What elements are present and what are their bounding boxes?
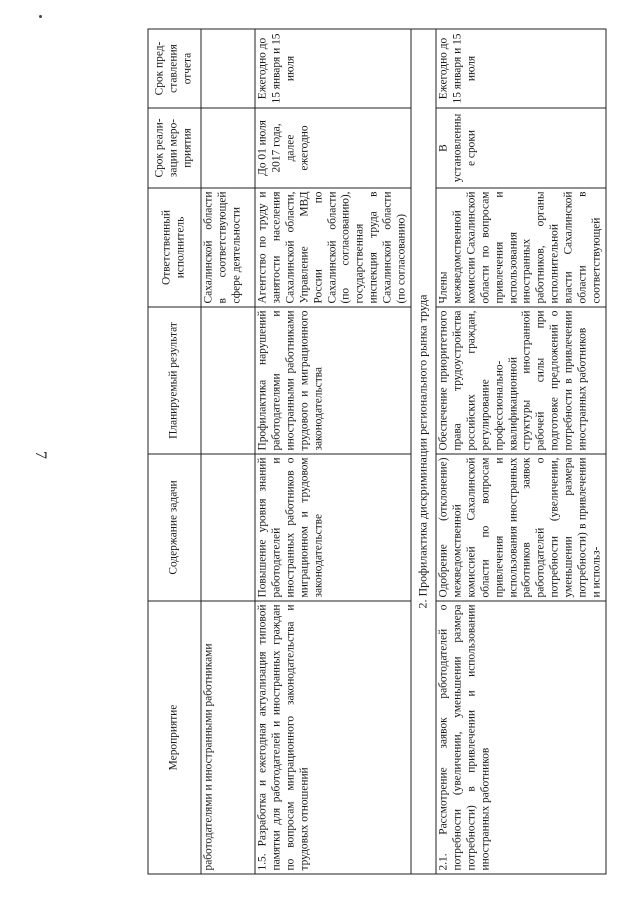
rotated-page xyxy=(148,30,603,875)
cell-report xyxy=(201,29,255,108)
cell-report: Ежегодно до 15 января и 15 июля xyxy=(255,29,411,108)
cell-responsible: Сахалинской области в соответствующей сфере деятельности xyxy=(201,188,255,307)
cell-content: Повышение уровня знаний работодателей и иностранных работников о миграционном и трудовом законодательстве xyxy=(255,454,411,601)
cell-content xyxy=(201,454,255,601)
cell-result xyxy=(201,307,255,454)
table-header-row xyxy=(148,29,201,874)
table-row xyxy=(201,29,255,874)
table-row xyxy=(436,29,606,874)
cell-deadline xyxy=(201,108,255,188)
cell-responsible: Члены межведомственной комиссии Сахалинской области по вопросам привлечения и использования иностранных работников, органы исполнительной власти Сахалинской области в соответствующей xyxy=(436,188,606,307)
header-result: Планируемый результат xyxy=(148,307,201,454)
cell-report: Ежегодно до 15 января и 15 июля xyxy=(436,29,606,108)
cell-deadline: В установленные сроки xyxy=(436,108,606,188)
cell-content: Одобрение (отклонение) межведомственной комиссией Сахалинской области по вопросам привлечения и использования иностранных работников заявок работодателей о потребности (увеличении, уменьшении размера потребности) в привлечении и использ- xyxy=(436,454,606,601)
header-deadline: Срок реали-зации меро-приятия xyxy=(148,108,201,188)
scan-speck xyxy=(39,15,42,18)
cell-activity: работодателями и иностранными работниками xyxy=(201,601,255,874)
section-title: 2. Профилактика дискриминации регионального рынка труда xyxy=(411,29,436,874)
page-number: 7 xyxy=(32,451,49,459)
plan-table xyxy=(148,29,607,875)
section-row xyxy=(411,29,436,874)
cell-activity: 2.1. Рассмотрение заявок работодателей о потребности (увеличении, уменьшении размера потребности) в привлечении и использовании иностранных работников xyxy=(436,601,606,874)
header-responsible: Ответственный исполнитель xyxy=(148,188,201,307)
cell-deadline: До 01 июля 2017 года, далее ежегодно xyxy=(255,108,411,188)
table-row xyxy=(255,29,411,874)
cell-responsible: Агентство по труду и занятости населения Сахалинской области, Управление МВД России по Сахалинской области (по согласованию), государственная инспекция труда в Сахалинской области (по согласованию) xyxy=(255,188,411,307)
cell-result: Обеспечение приоритетного права трудоустройства российских граждан, регулирование профессионально-квалификационной структуры иностранной рабочей силы при подготовке предложений о потребности в привлечении иностранных работников xyxy=(436,307,606,454)
cell-result: Профилактика нарушений работодателями и иностранными работниками трудового и миграционного законодательства xyxy=(255,307,411,454)
header-activity: Мероприятие xyxy=(148,601,201,874)
header-content: Содержание задачи xyxy=(148,454,201,601)
cell-activity: 1.5. Разработка и ежегодная актуализация типовой памятки для работодателей и иностранных граждан по вопросам миграционного законодательства и трудовых отношений xyxy=(255,601,411,874)
header-report: Срок пред-ставления отчета xyxy=(148,29,201,108)
